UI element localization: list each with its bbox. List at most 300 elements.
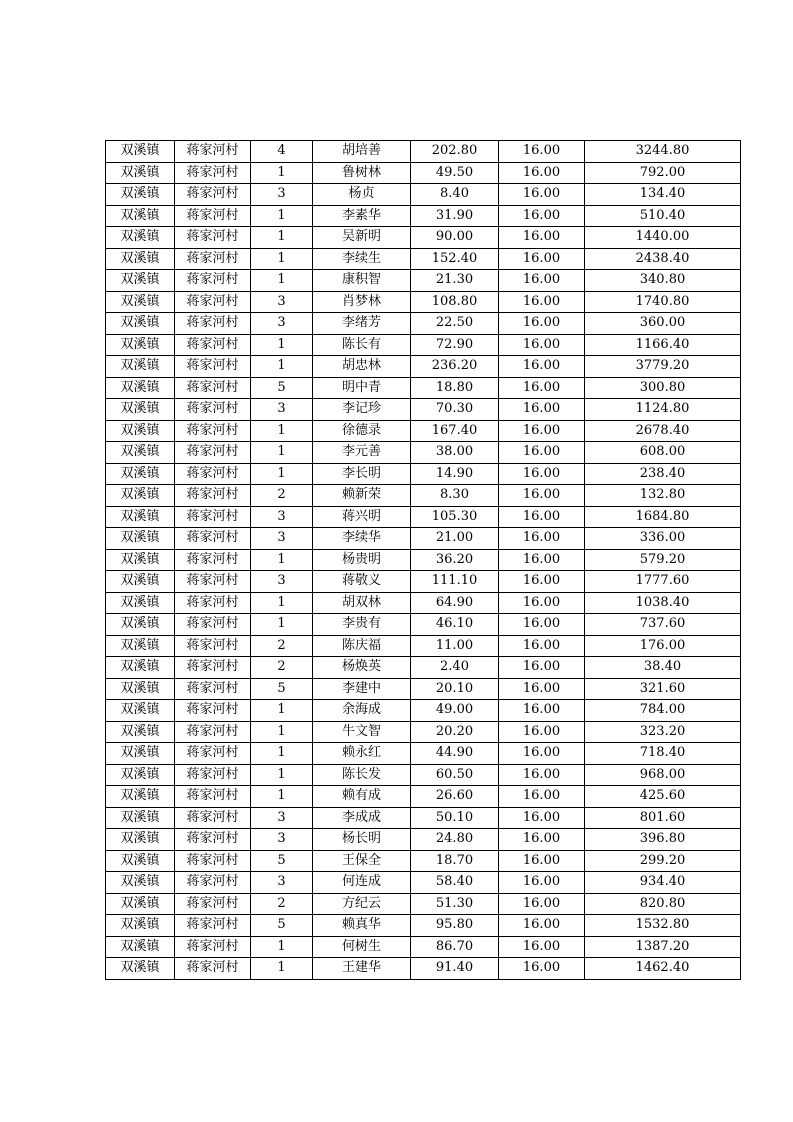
area-cell: 21.30 [411,270,499,292]
name-cell: 李元善 [313,442,411,464]
table-row [106,829,741,851]
area-cell: 49.00 [411,700,499,722]
group-cell: 3 [251,184,313,206]
area-cell: 21.00 [411,528,499,550]
table-row [106,420,741,442]
name-cell: 赖有成 [313,786,411,808]
table-row [106,549,741,571]
table-row [106,678,741,700]
area-cell: 11.00 [411,635,499,657]
village-cell: 蒋家河村 [175,764,251,786]
rate-cell: 16.00 [499,291,585,313]
table-row [106,205,741,227]
area-cell: 152.40 [411,248,499,270]
name-cell: 鲁树林 [313,162,411,184]
town-cell: 双溪镇 [106,506,175,528]
rate-cell: 16.00 [499,635,585,657]
town-cell: 双溪镇 [106,420,175,442]
subsidy-table [105,140,741,980]
table-row [106,786,741,808]
table-row [106,893,741,915]
group-cell: 1 [251,549,313,571]
area-cell: 91.40 [411,958,499,980]
rate-cell: 16.00 [499,334,585,356]
area-cell: 105.30 [411,506,499,528]
rate-cell: 16.00 [499,377,585,399]
group-cell: 3 [251,829,313,851]
name-cell: 李贵有 [313,614,411,636]
amount-cell: 608.00 [585,442,741,464]
town-cell: 双溪镇 [106,850,175,872]
group-cell: 2 [251,657,313,679]
table-row [106,592,741,614]
name-cell: 李记珍 [313,399,411,421]
village-cell: 蒋家河村 [175,463,251,485]
town-cell: 双溪镇 [106,635,175,657]
area-cell: 24.80 [411,829,499,851]
group-cell: 1 [251,592,313,614]
group-cell: 1 [251,205,313,227]
area-cell: 64.90 [411,592,499,614]
town-cell: 双溪镇 [106,270,175,292]
amount-cell: 132.80 [585,485,741,507]
village-cell: 蒋家河村 [175,399,251,421]
village-cell: 蒋家河村 [175,807,251,829]
table-row [106,807,741,829]
village-cell: 蒋家河村 [175,528,251,550]
amount-cell: 2438.40 [585,248,741,270]
name-cell: 余海成 [313,700,411,722]
table-row [106,657,741,679]
amount-cell: 38.40 [585,657,741,679]
town-cell: 双溪镇 [106,936,175,958]
name-cell: 王保全 [313,850,411,872]
name-cell: 肖梦林 [313,291,411,313]
town-cell: 双溪镇 [106,700,175,722]
rate-cell: 16.00 [499,592,585,614]
table-row [106,270,741,292]
name-cell: 陈长有 [313,334,411,356]
rate-cell: 16.00 [499,958,585,980]
name-cell: 王建华 [313,958,411,980]
name-cell: 赖永红 [313,743,411,765]
village-cell: 蒋家河村 [175,506,251,528]
table-body [106,141,741,980]
amount-cell: 176.00 [585,635,741,657]
town-cell: 双溪镇 [106,958,175,980]
rate-cell: 16.00 [499,270,585,292]
rate-cell: 16.00 [499,141,585,163]
name-cell: 李绪芳 [313,313,411,335]
town-cell: 双溪镇 [106,764,175,786]
village-cell: 蒋家河村 [175,334,251,356]
village-cell: 蒋家河村 [175,678,251,700]
village-cell: 蒋家河村 [175,958,251,980]
village-cell: 蒋家河村 [175,614,251,636]
town-cell: 双溪镇 [106,872,175,894]
village-cell: 蒋家河村 [175,850,251,872]
town-cell: 双溪镇 [106,592,175,614]
village-cell: 蒋家河村 [175,743,251,765]
rate-cell: 16.00 [499,893,585,915]
rate-cell: 16.00 [499,227,585,249]
table-row [106,872,741,894]
area-cell: 20.10 [411,678,499,700]
group-cell: 3 [251,571,313,593]
rate-cell: 16.00 [499,829,585,851]
town-cell: 双溪镇 [106,141,175,163]
group-cell: 1 [251,270,313,292]
table-row [106,700,741,722]
table-row [106,936,741,958]
group-cell: 3 [251,528,313,550]
group-cell: 5 [251,377,313,399]
village-cell: 蒋家河村 [175,141,251,163]
amount-cell: 737.60 [585,614,741,636]
town-cell: 双溪镇 [106,248,175,270]
table-row [106,334,741,356]
rate-cell: 16.00 [499,614,585,636]
group-cell: 1 [251,700,313,722]
name-cell: 康积智 [313,270,411,292]
name-cell: 赖新荣 [313,485,411,507]
amount-cell: 1166.40 [585,334,741,356]
table-row [106,184,741,206]
area-cell: 46.10 [411,614,499,636]
town-cell: 双溪镇 [106,313,175,335]
town-cell: 双溪镇 [106,377,175,399]
amount-cell: 1777.60 [585,571,741,593]
table-row [106,377,741,399]
table-row [106,528,741,550]
group-cell: 5 [251,850,313,872]
town-cell: 双溪镇 [106,657,175,679]
group-cell: 1 [251,248,313,270]
rate-cell: 16.00 [499,463,585,485]
amount-cell: 3779.20 [585,356,741,378]
town-cell: 双溪镇 [106,463,175,485]
group-cell: 1 [251,442,313,464]
town-cell: 双溪镇 [106,915,175,937]
group-cell: 1 [251,786,313,808]
table-row [106,399,741,421]
group-cell: 2 [251,485,313,507]
area-cell: 70.30 [411,399,499,421]
group-cell: 1 [251,743,313,765]
group-cell: 5 [251,915,313,937]
table-row [106,743,741,765]
group-cell: 1 [251,958,313,980]
town-cell: 双溪镇 [106,743,175,765]
rate-cell: 16.00 [499,506,585,528]
group-cell: 4 [251,141,313,163]
name-cell: 明中青 [313,377,411,399]
name-cell: 杨焕英 [313,657,411,679]
village-cell: 蒋家河村 [175,721,251,743]
area-cell: 26.60 [411,786,499,808]
name-cell: 李素华 [313,205,411,227]
group-cell: 1 [251,420,313,442]
table-row [106,721,741,743]
table-row [106,614,741,636]
table-row [106,248,741,270]
village-cell: 蒋家河村 [175,205,251,227]
village-cell: 蒋家河村 [175,829,251,851]
group-cell: 3 [251,872,313,894]
area-cell: 49.50 [411,162,499,184]
table-row [106,850,741,872]
town-cell: 双溪镇 [106,205,175,227]
amount-cell: 579.20 [585,549,741,571]
amount-cell: 784.00 [585,700,741,722]
area-cell: 38.00 [411,442,499,464]
village-cell: 蒋家河村 [175,635,251,657]
group-cell: 1 [251,334,313,356]
table-row [106,162,741,184]
area-cell: 14.90 [411,463,499,485]
area-cell: 51.30 [411,893,499,915]
table-row [106,442,741,464]
rate-cell: 16.00 [499,936,585,958]
rate-cell: 16.00 [499,485,585,507]
village-cell: 蒋家河村 [175,786,251,808]
town-cell: 双溪镇 [106,184,175,206]
rate-cell: 16.00 [499,528,585,550]
rate-cell: 16.00 [499,743,585,765]
town-cell: 双溪镇 [106,356,175,378]
group-cell: 3 [251,313,313,335]
amount-cell: 968.00 [585,764,741,786]
name-cell: 何连成 [313,872,411,894]
village-cell: 蒋家河村 [175,485,251,507]
town-cell: 双溪镇 [106,614,175,636]
village-cell: 蒋家河村 [175,184,251,206]
area-cell: 31.90 [411,205,499,227]
amount-cell: 1684.80 [585,506,741,528]
group-cell: 1 [251,463,313,485]
amount-cell: 323.20 [585,721,741,743]
table-row [106,356,741,378]
name-cell: 蒋敬义 [313,571,411,593]
town-cell: 双溪镇 [106,485,175,507]
area-cell: 18.70 [411,850,499,872]
village-cell: 蒋家河村 [175,872,251,894]
amount-cell: 801.60 [585,807,741,829]
group-cell: 1 [251,227,313,249]
name-cell: 杨贞 [313,184,411,206]
town-cell: 双溪镇 [106,829,175,851]
village-cell: 蒋家河村 [175,248,251,270]
amount-cell: 300.80 [585,377,741,399]
table-row [106,313,741,335]
rate-cell: 16.00 [499,915,585,937]
town-cell: 双溪镇 [106,549,175,571]
name-cell: 陈庆福 [313,635,411,657]
area-cell: 236.20 [411,356,499,378]
rate-cell: 16.00 [499,850,585,872]
village-cell: 蒋家河村 [175,356,251,378]
name-cell: 胡培善 [313,141,411,163]
amount-cell: 820.80 [585,893,741,915]
town-cell: 双溪镇 [106,528,175,550]
group-cell: 1 [251,721,313,743]
area-cell: 108.80 [411,291,499,313]
table-row [106,227,741,249]
town-cell: 双溪镇 [106,807,175,829]
group-cell: 2 [251,635,313,657]
table-row [106,141,741,163]
rate-cell: 16.00 [499,678,585,700]
table-row [106,635,741,657]
group-cell: 1 [251,162,313,184]
amount-cell: 934.40 [585,872,741,894]
name-cell: 方纪云 [313,893,411,915]
table-row [106,463,741,485]
rate-cell: 16.00 [499,162,585,184]
name-cell: 李长明 [313,463,411,485]
table-row [106,571,741,593]
rate-cell: 16.00 [499,764,585,786]
village-cell: 蒋家河村 [175,313,251,335]
area-cell: 20.20 [411,721,499,743]
village-cell: 蒋家河村 [175,700,251,722]
town-cell: 双溪镇 [106,721,175,743]
area-cell: 50.10 [411,807,499,829]
town-cell: 双溪镇 [106,678,175,700]
village-cell: 蒋家河村 [175,291,251,313]
name-cell: 杨贵明 [313,549,411,571]
town-cell: 双溪镇 [106,162,175,184]
area-cell: 72.90 [411,334,499,356]
rate-cell: 16.00 [499,700,585,722]
village-cell: 蒋家河村 [175,657,251,679]
amount-cell: 718.40 [585,743,741,765]
rate-cell: 16.00 [499,420,585,442]
rate-cell: 16.00 [499,571,585,593]
town-cell: 双溪镇 [106,571,175,593]
name-cell: 李续华 [313,528,411,550]
amount-cell: 360.00 [585,313,741,335]
village-cell: 蒋家河村 [175,227,251,249]
group-cell: 5 [251,678,313,700]
rate-cell: 16.00 [499,657,585,679]
village-cell: 蒋家河村 [175,442,251,464]
area-cell: 90.00 [411,227,499,249]
name-cell: 胡双林 [313,592,411,614]
amount-cell: 134.40 [585,184,741,206]
amount-cell: 510.40 [585,205,741,227]
name-cell: 杨长明 [313,829,411,851]
group-cell: 3 [251,399,313,421]
rate-cell: 16.00 [499,313,585,335]
table-row [106,764,741,786]
group-cell: 3 [251,807,313,829]
amount-cell: 1038.40 [585,592,741,614]
rate-cell: 16.00 [499,872,585,894]
rate-cell: 16.00 [499,248,585,270]
amount-cell: 238.40 [585,463,741,485]
rate-cell: 16.00 [499,399,585,421]
amount-cell: 299.20 [585,850,741,872]
area-cell: 44.90 [411,743,499,765]
amount-cell: 792.00 [585,162,741,184]
area-cell: 111.10 [411,571,499,593]
area-cell: 22.50 [411,313,499,335]
name-cell: 李成成 [313,807,411,829]
rate-cell: 16.00 [499,721,585,743]
amount-cell: 2678.40 [585,420,741,442]
village-cell: 蒋家河村 [175,549,251,571]
group-cell: 1 [251,356,313,378]
amount-cell: 340.80 [585,270,741,292]
group-cell: 2 [251,893,313,915]
village-cell: 蒋家河村 [175,893,251,915]
village-cell: 蒋家河村 [175,377,251,399]
area-cell: 202.80 [411,141,499,163]
area-cell: 167.40 [411,420,499,442]
name-cell: 吴新明 [313,227,411,249]
table-row [106,485,741,507]
area-cell: 8.30 [411,485,499,507]
rate-cell: 16.00 [499,786,585,808]
amount-cell: 1532.80 [585,915,741,937]
town-cell: 双溪镇 [106,227,175,249]
table-row [106,506,741,528]
group-cell: 3 [251,291,313,313]
name-cell: 何树生 [313,936,411,958]
name-cell: 李续生 [313,248,411,270]
name-cell: 胡忠林 [313,356,411,378]
amount-cell: 425.60 [585,786,741,808]
town-cell: 双溪镇 [106,893,175,915]
name-cell: 蒋兴明 [313,506,411,528]
name-cell: 李建中 [313,678,411,700]
village-cell: 蒋家河村 [175,162,251,184]
village-cell: 蒋家河村 [175,571,251,593]
area-cell: 95.80 [411,915,499,937]
group-cell: 1 [251,764,313,786]
rate-cell: 16.00 [499,205,585,227]
rate-cell: 16.00 [499,184,585,206]
village-cell: 蒋家河村 [175,936,251,958]
area-cell: 8.40 [411,184,499,206]
group-cell: 1 [251,614,313,636]
town-cell: 双溪镇 [106,334,175,356]
village-cell: 蒋家河村 [175,915,251,937]
rate-cell: 16.00 [499,356,585,378]
village-cell: 蒋家河村 [175,592,251,614]
group-cell: 1 [251,936,313,958]
town-cell: 双溪镇 [106,399,175,421]
name-cell: 陈长发 [313,764,411,786]
amount-cell: 321.60 [585,678,741,700]
amount-cell: 3244.80 [585,141,741,163]
town-cell: 双溪镇 [106,786,175,808]
name-cell: 赖真华 [313,915,411,937]
village-cell: 蒋家河村 [175,420,251,442]
area-cell: 58.40 [411,872,499,894]
amount-cell: 1387.20 [585,936,741,958]
rate-cell: 16.00 [499,807,585,829]
table-row [106,291,741,313]
amount-cell: 1462.40 [585,958,741,980]
amount-cell: 396.80 [585,829,741,851]
name-cell: 徐德录 [313,420,411,442]
table-row [106,915,741,937]
amount-cell: 1124.80 [585,399,741,421]
rate-cell: 16.00 [499,442,585,464]
amount-cell: 1740.80 [585,291,741,313]
